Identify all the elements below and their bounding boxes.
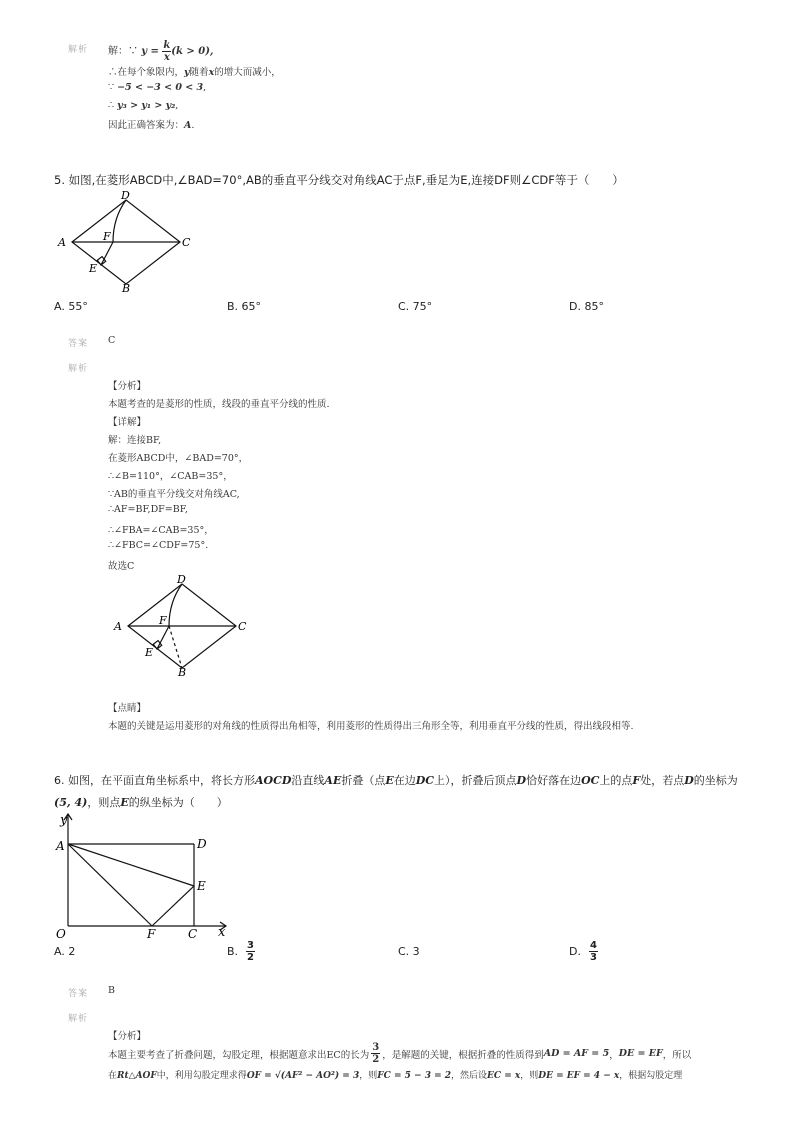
option-letter: D. <box>569 945 581 958</box>
math: AOCD <box>255 774 292 787</box>
q5-analysis-line: ∴∠B=110°，∠CAB=35°， <box>108 471 233 482</box>
math: OF = √(AF² − AO²) = 3 <box>246 1071 360 1081</box>
text: ，是解题的关键，根据折叠的性质得到 <box>382 1049 544 1061</box>
math: D <box>684 774 694 787</box>
text: 本题主要考查了折叠问题，勾股定理，根据题意求出EC的长为 <box>108 1049 370 1061</box>
numerator: 4 <box>589 940 597 951</box>
math: y = <box>141 46 163 57</box>
text: ，然后设 <box>451 1071 488 1081</box>
label-o: O <box>56 927 66 940</box>
label-a: A <box>56 839 65 853</box>
math: (k > 0), <box>171 46 214 57</box>
q5-analysis-line: ∴∠FBC=∠CDF=75°. <box>108 540 209 551</box>
label-b: B <box>178 666 187 678</box>
text: 6. 如图，在平面直角坐标系中，将长方形 <box>54 774 255 787</box>
q5-answer: C <box>108 335 116 346</box>
solution-line-4 <box>108 100 178 111</box>
axis-x: x <box>218 925 226 940</box>
q6-analysis-line-1 <box>108 1042 691 1065</box>
q5-analysis-line: ∵AB的垂直平分线交对角线AC, <box>108 489 240 500</box>
label-c: C <box>238 620 247 633</box>
fraction <box>246 940 255 963</box>
math: OC <box>581 774 600 787</box>
denominator: 2 <box>247 952 255 963</box>
label-e: E <box>89 262 98 275</box>
label-c: C <box>182 236 191 249</box>
q6-option-d[interactable] <box>569 940 598 963</box>
q6-option-b[interactable] <box>227 940 255 963</box>
label-f: F <box>103 230 111 243</box>
text: 的纵坐标为（ ） <box>128 796 228 809</box>
text: 中，利用勾股定理求得 <box>156 1071 247 1081</box>
math: D <box>516 774 527 787</box>
denominator: 2 <box>372 1054 380 1065</box>
q5-analysis-line: 【详解】 <box>108 417 147 428</box>
q6-analysis-title: 【分析】 <box>108 1031 147 1042</box>
q5-option-b[interactable]: B. 65° <box>227 300 262 313</box>
q5-analysis-line: 故选C <box>108 561 135 572</box>
text: ∴在每个象限内， <box>108 67 185 78</box>
text: 上），折叠后顶点 <box>434 774 517 787</box>
label-b: B <box>122 282 131 294</box>
label-e: E <box>197 879 206 893</box>
axis-y: y <box>60 813 68 828</box>
q5-analysis-line: 【分析】 <box>108 381 147 392</box>
text: 的坐标为 <box>693 774 738 787</box>
fraction <box>162 40 171 63</box>
analysis-tag: 解析 <box>68 364 89 374</box>
text: ， <box>609 1049 619 1061</box>
denominator: x <box>163 52 170 63</box>
text: 解：∵ <box>108 46 142 57</box>
q5-analysis-line: 解：连接BF, <box>108 435 162 446</box>
math: AD = AF = 5 <box>543 1048 610 1059</box>
numerator: 3 <box>372 1042 380 1053</box>
denominator: 3 <box>589 952 597 963</box>
math: x <box>208 67 215 78</box>
text: ∴ <box>108 100 118 111</box>
text: 随着 <box>189 67 209 78</box>
label-a: A <box>114 620 122 633</box>
fraction <box>371 1042 380 1065</box>
label-f: F <box>159 614 167 627</box>
solution-line-1 <box>108 40 213 63</box>
math: AE <box>324 774 342 787</box>
math: E <box>385 774 394 787</box>
text: 的增大而减小， <box>214 67 281 78</box>
q5-option-d[interactable]: D. 85° <box>569 300 604 313</box>
label-f: F <box>147 927 156 940</box>
label-e: E <box>145 646 154 659</box>
q5-option-a[interactable]: A. 55° <box>54 300 88 313</box>
label-a: A <box>58 236 66 249</box>
math: EC = x <box>487 1071 521 1081</box>
text: 在边 <box>393 774 416 787</box>
text: ，则点 <box>87 796 121 809</box>
q5-rhombus-figure <box>56 190 196 294</box>
text: 在 <box>108 1071 118 1081</box>
math: F <box>632 774 641 787</box>
q5-review: 本题的关键是运用菱形的对角线的性质得出角相等，利用菱形的性质得出三角形全等，利用垂直平分线的性质，得出线段相等. <box>108 721 634 732</box>
math: E <box>120 796 129 809</box>
q6-answer: B <box>108 985 115 996</box>
math: DC <box>415 774 435 787</box>
q5-stem: 5. 如图,在菱形ABCD中,∠BAD=70°,AB的垂直平分线交对角线AC于点F,垂足为E,连接DF则∠CDF等于（ ） <box>54 173 624 187</box>
math: −5 < −3 < 0 < 3 <box>117 82 204 93</box>
q6-stem-line-1 <box>54 772 738 788</box>
label-c: C <box>188 927 198 940</box>
text: 上的点 <box>599 774 633 787</box>
analysis-tag: 解析 <box>68 1014 89 1024</box>
q5-option-c[interactable]: C. 75° <box>398 300 433 313</box>
option-letter: B. <box>227 945 239 958</box>
solution-line-2 <box>108 64 281 78</box>
q5-analysis-line: ∴AF=BF,DF=BF, <box>108 504 188 515</box>
math: DE = EF <box>618 1048 663 1059</box>
math: Rt△AOF <box>117 1071 157 1081</box>
fraction <box>589 940 598 963</box>
math: (5, 4) <box>54 796 88 809</box>
text: 处，若点 <box>640 774 685 787</box>
text: ，根据勾股定理 <box>619 1071 683 1081</box>
answer-tag: 答案 <box>68 989 89 999</box>
text: . <box>191 120 195 131</box>
q5-analysis-line: 在菱形ABCD中，∠BAD=70°， <box>108 453 249 464</box>
label-d: D <box>121 190 130 202</box>
answer-tag: 答案 <box>68 339 89 349</box>
label-d: D <box>197 837 207 851</box>
solution-line-5 <box>108 117 194 131</box>
text: 恰好落在边 <box>526 774 582 787</box>
text: 折叠（点 <box>341 774 386 787</box>
text: ∵ <box>108 82 118 93</box>
text: 沿直线 <box>291 774 325 787</box>
q5-analysis-line: 本题考查的是菱形的性质，线段的垂直平分线的性质. <box>108 399 330 410</box>
numerator: k <box>163 40 171 51</box>
text: ，则 <box>359 1071 378 1081</box>
q5-solution-figure <box>112 574 252 678</box>
math: y <box>184 67 190 78</box>
math: A <box>184 120 192 131</box>
q6-analysis-line-2 <box>108 1068 682 1081</box>
text: , <box>203 82 207 93</box>
q5-analysis-line: ∴∠FBA=∠CAB=35°， <box>108 525 214 536</box>
text: ，所以 <box>662 1049 692 1061</box>
solution-line-3 <box>108 82 206 93</box>
text: ，则 <box>520 1071 539 1081</box>
math: FC = 5 − 3 = 2 <box>377 1071 452 1081</box>
text: 因此正确答案为： <box>108 120 185 131</box>
q5-review-title: 【点睛】 <box>108 703 147 714</box>
label-d: D <box>177 574 186 586</box>
analysis-tag: 解析 <box>68 45 89 55</box>
q6-option-a[interactable]: A. 2 <box>54 945 76 958</box>
text: , <box>175 100 179 111</box>
numerator: 3 <box>247 940 255 951</box>
math: y₃ > y₁ > y₂ <box>117 100 176 111</box>
math: DE = EF = 4 − x <box>538 1071 620 1081</box>
q6-option-c[interactable]: C. 3 <box>398 945 420 958</box>
q6-coordinate-figure <box>54 810 234 940</box>
q6-stem-line-2 <box>54 794 228 810</box>
